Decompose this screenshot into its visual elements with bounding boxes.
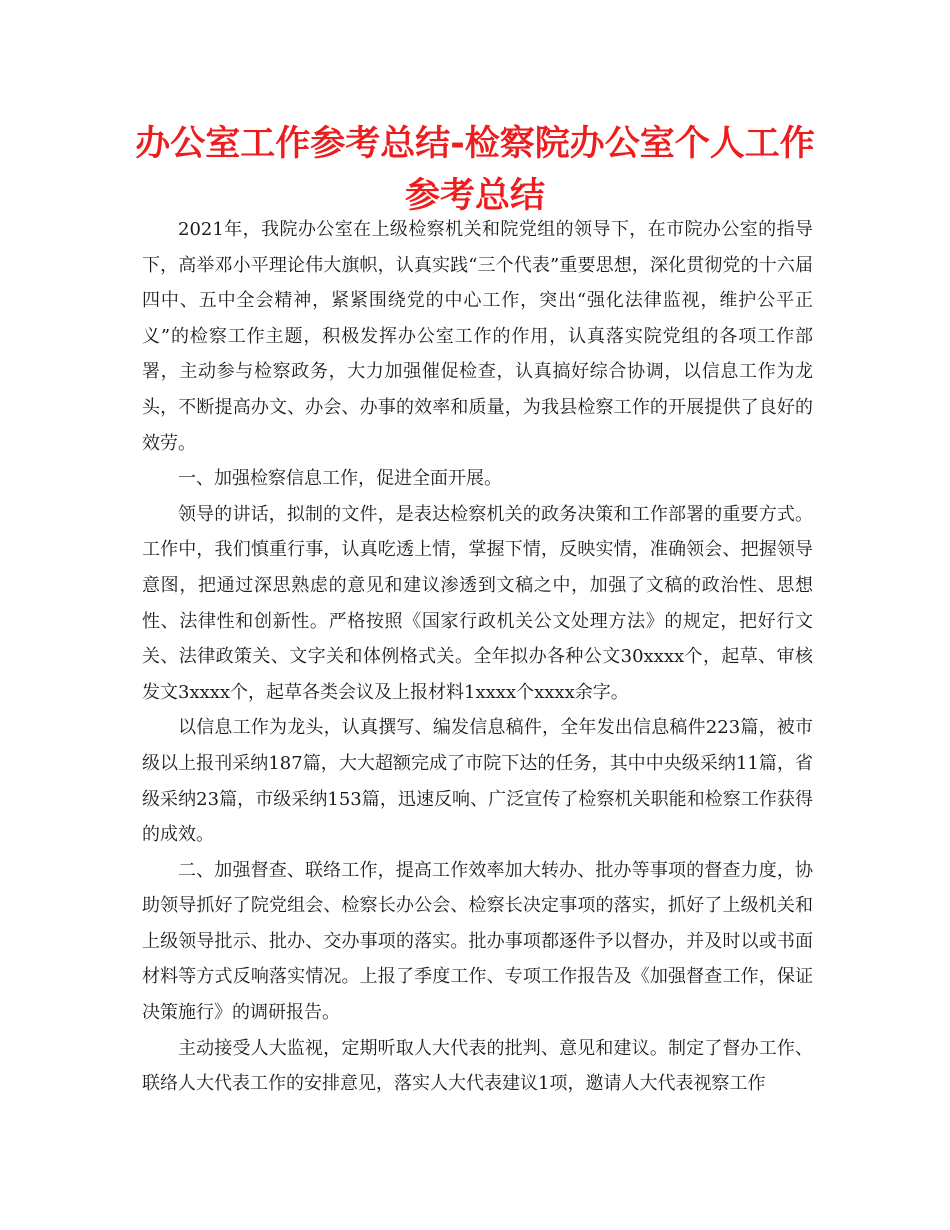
paragraph-documents: 领导的讲话，拟制的文件，是表达检察机关的政务决策和工作部署的重要方式。工作中，我们慎重行事，认真吃透上情，掌握下情，反映实情，准确领会、把握领导意图，把通过深思熟虑的意见和建议渗透到文稿之中，加强了文稿的政治性、思想性、法律性和创新性。严格按照《国家行政机关公文处理方法》的规定，把好行文关、法律政策关、文字关和体例格式关。全年拟办各种公文30xxxx个，起草、审核发文3xxxx个，起草各类会议及上报材料1xxxx个xxxx余字。 xyxy=(142,503,813,703)
paragraph-information: 以信息工作为龙头，认真撰写、编发信息稿件，全年发出信息稿件223篇，被市级以上报刊采纳187篇，大大超额完成了市院下达的任务，其中中央级采纳11篇，省级采纳23篇，市级采纳153篇，迅速反响、广泛宣传了检察机关职能和检察工作获得的成效。 xyxy=(142,717,813,846)
section-heading-1: 一、加强检察信息工作，促进全面开展。 xyxy=(178,468,502,490)
paragraph-supervision: 二、加强督查、联络工作，提高工作效率加大转办、批办等事项的督查力度，协助领导抓好了院党组会、检察长办公会、检察长决定事项的落实，抓好了上级机关和上级领导批示、批办、交办事项的落实。批办事项都逐件予以督办，并及时以或书面材料等方式反响落实情况。上报了季度工作、专项工作报告及《加强督查工作，保证决策施行》的调研报告。 xyxy=(142,859,813,1024)
paragraph-intro: 2021年，我院办公室在上级检察机关和院党组的领导下，在市院办公室的指导下，高举邓小平理论伟大旗帜，认真实践“三个代表”重要思想，深化贯彻党的十六届四中、五中全会精神，紧紧围绕党的中心工作，突出“强化法律监视，维护公平正义”的检察工作主题，积极发挥办公室工作的作用，认真落实院党组的各项工作部署，主动参与检察政务，大力加强催促检查，认真搞好综合协调，以信息工作为龙头，不断提高办文、办会、办事的效率和质量，为我县检察工作的开展提供了良好的效劳。 xyxy=(142,219,813,454)
paragraph-npc-liaison: 主动接受人大监视，定期听取人大代表的批判、意见和建议。制定了督办工作、联络人大代表工作的安排意见，落实人大代表建议1项，邀请人大代表视察工作 xyxy=(142,1037,813,1095)
document-title: 办公室工作参考总结-检察院办公室个人工作参考总结 xyxy=(135,124,815,216)
document-body xyxy=(142,212,813,1102)
